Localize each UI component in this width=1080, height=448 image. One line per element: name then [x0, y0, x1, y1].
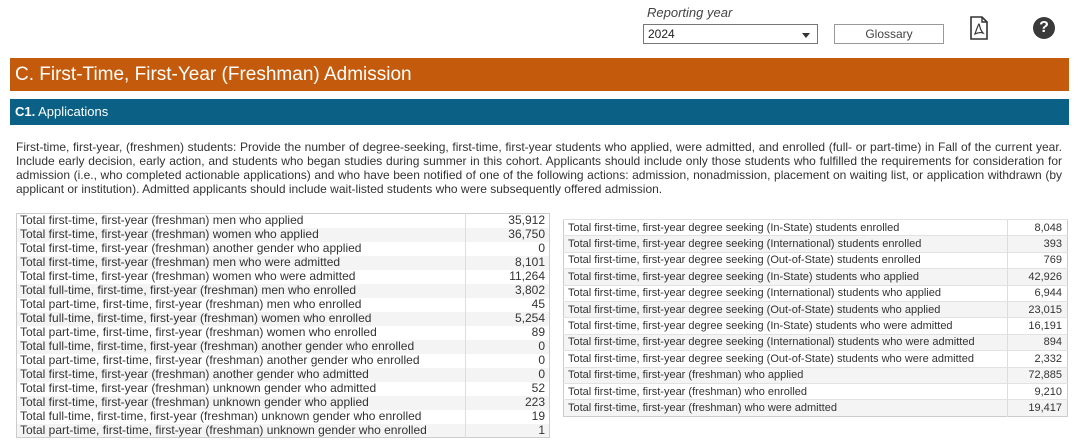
- row-label: Total first-time, first-year (freshman) unknown gender who applied: [17, 396, 466, 410]
- row-value: 0: [466, 354, 550, 368]
- table-row: [17, 256, 550, 270]
- row-label: Total first-time, first-year (freshman) women who applied: [17, 228, 466, 242]
- row-label: Total first-time, first-year (freshman) who enrolled: [564, 383, 1008, 399]
- subsection-code: C1.: [15, 104, 36, 119]
- table-row: [564, 334, 1068, 350]
- row-value: 16,191: [1008, 318, 1068, 334]
- row-value: 0: [466, 242, 550, 256]
- table-row: [564, 367, 1068, 383]
- row-label: Total first-time, first-year (freshman) another gender who admitted: [17, 368, 466, 382]
- row-value: 2,332: [1008, 351, 1068, 367]
- pdf-icon[interactable]: [969, 16, 989, 40]
- row-value: 0: [466, 340, 550, 354]
- table-row: [17, 214, 550, 228]
- section-description: First-time, first-year, (freshmen) students: Provide the number of degree-seeking, first-time, first-year students who applied, were admitted, and enrolled (full- or part-time) in Fall of the current year. Include early decision, early action, and students who began studies during summer in this cohort. Applicants should include only those students who fulfilled the requirements for consideration for admission (i.e., who completed actionable applications) and who have been notified of one of the following actions: admission, nonadmission, placement on waiting list, or application withdrawn (by applicant or institution). Admitted applicants should include wait-listed students who were subsequently offered admission.: [16, 140, 1062, 196]
- row-value: 45: [466, 298, 550, 312]
- row-value: 6,944: [1008, 285, 1068, 301]
- table-row: [17, 396, 550, 410]
- row-label: Total first-time, first-year (freshman) who applied: [564, 367, 1008, 383]
- row-value: 894: [1008, 334, 1068, 350]
- row-value: 19: [466, 410, 550, 424]
- row-value: 42,926: [1008, 269, 1068, 285]
- row-label: Total part-time, first-time, first-year (freshman) men who enrolled: [20, 297, 362, 311]
- table-row: [17, 410, 550, 424]
- table-row: [17, 424, 550, 438]
- reporting-year-label: Reporting year: [647, 5, 733, 20]
- applications-by-residency-table: [563, 219, 1068, 417]
- table-row: [564, 351, 1068, 367]
- row-value: 223: [466, 396, 550, 410]
- row-value: 23,015: [1008, 301, 1068, 317]
- subsection-header: [10, 99, 1069, 125]
- help-icon[interactable]: ?: [1033, 17, 1055, 39]
- toolbar: [0, 0, 1080, 50]
- row-label: Total first-time, first-year degree seeking (Out-of-State) students who were admitted: [564, 351, 1008, 367]
- row-label: Total first-time, first-year degree seeking (In-State) students who were admitted: [564, 318, 1008, 334]
- row-label: Total first-time, first-year degree seeking (International) students enrolled: [564, 236, 1008, 252]
- row-label: Total first-time, first-year (freshman) another gender who applied: [20, 241, 362, 255]
- row-label: Total full-time, first-time, first-year (freshman) men who enrolled: [17, 284, 466, 298]
- table-row: [17, 340, 550, 354]
- table-row: [564, 236, 1068, 252]
- row-label: Total first-time, first-year degree seeking (International) students who were admitted: [564, 334, 1008, 350]
- table-row: [17, 228, 550, 242]
- table-row: [17, 284, 550, 298]
- row-label: Total full-time, first-time, first-year (freshman) unknown gender who enrolled: [20, 409, 422, 423]
- table-row: [564, 220, 1068, 236]
- glossary-button[interactable]: Glossary: [834, 24, 944, 44]
- table-row: [17, 298, 550, 312]
- row-label: Total first-time, first-year degree seeking (In-State) students who applied: [564, 269, 1008, 285]
- row-value: 11,264: [466, 270, 550, 284]
- table-row: [17, 270, 550, 284]
- table-row: [564, 400, 1068, 416]
- table-row: [17, 354, 550, 368]
- row-value: 8,048: [1008, 220, 1068, 236]
- row-value: 769: [1008, 252, 1068, 268]
- table-row: [564, 383, 1068, 399]
- table-row: [564, 318, 1068, 334]
- row-value: 393: [1008, 236, 1068, 252]
- row-label: Total full-time, first-time, first-year (freshman) women who enrolled: [17, 312, 466, 326]
- row-value: 52: [466, 382, 550, 396]
- row-value: 89: [466, 326, 550, 340]
- section-title: C. First-Time, First-Year (Freshman) Admission: [10, 58, 1069, 91]
- table-row: [17, 382, 550, 396]
- row-label: Total full-time, first-time, first-year (freshman) another gender who enrolled: [17, 340, 466, 354]
- row-label: Total first-time, first-year (freshman) women who were admitted: [20, 269, 356, 283]
- row-value: 8,101: [466, 256, 550, 270]
- table-row: [564, 285, 1068, 301]
- applications-by-gender-table: [16, 213, 550, 438]
- row-value: 35,912: [466, 214, 550, 228]
- table-row: [564, 252, 1068, 268]
- table-row: [17, 326, 550, 340]
- row-label: Total first-time, first-year degree seeking (Out-of-State) students enrolled: [564, 252, 1008, 268]
- row-value: 0: [466, 368, 550, 382]
- row-value: 9,210: [1008, 383, 1068, 399]
- row-label: Total first-time, first-year (freshman) unknown gender who admitted: [20, 381, 377, 395]
- row-label: Total first-time, first-year (freshman) who were admitted: [564, 400, 1008, 416]
- table-row: [564, 269, 1068, 285]
- row-label: Total part-time, first-time, first-year (freshman) another gender who enrolled: [20, 353, 420, 367]
- row-label: Total part-time, first-time, first-year (freshman) unknown gender who enrolled: [17, 424, 466, 438]
- table-row: [17, 368, 550, 382]
- row-label: Total first-time, first-year (freshman) men who were admitted: [17, 256, 466, 270]
- row-label: Total first-time, first-year degree seeking (In-State) students enrolled: [564, 220, 1008, 236]
- table-row: [17, 242, 550, 256]
- row-value: 3,802: [466, 284, 550, 298]
- row-value: 1: [466, 424, 550, 438]
- row-label: Total first-time, first-year degree seeking (Out-of-State) students who applied: [564, 301, 1008, 317]
- reporting-year-value: 2024: [648, 27, 675, 41]
- reporting-year-select[interactable]: [643, 24, 818, 44]
- row-value: 72,885: [1008, 367, 1068, 383]
- row-label: Total first-time, first-year degree seeking (International) students who applied: [564, 285, 1008, 301]
- table-row: [17, 312, 550, 326]
- row-label: Total part-time, first-time, first-year (freshman) women who enrolled: [20, 325, 377, 339]
- row-label: Total first-time, first-year (freshman) men who applied: [20, 213, 304, 228]
- subsection-title: Applications: [38, 104, 109, 119]
- row-value: 36,750: [466, 228, 550, 242]
- row-value: 5,254: [466, 312, 550, 326]
- row-value: 19,417: [1008, 400, 1068, 416]
- table-row: [564, 301, 1068, 317]
- chevron-down-icon: [802, 33, 810, 38]
